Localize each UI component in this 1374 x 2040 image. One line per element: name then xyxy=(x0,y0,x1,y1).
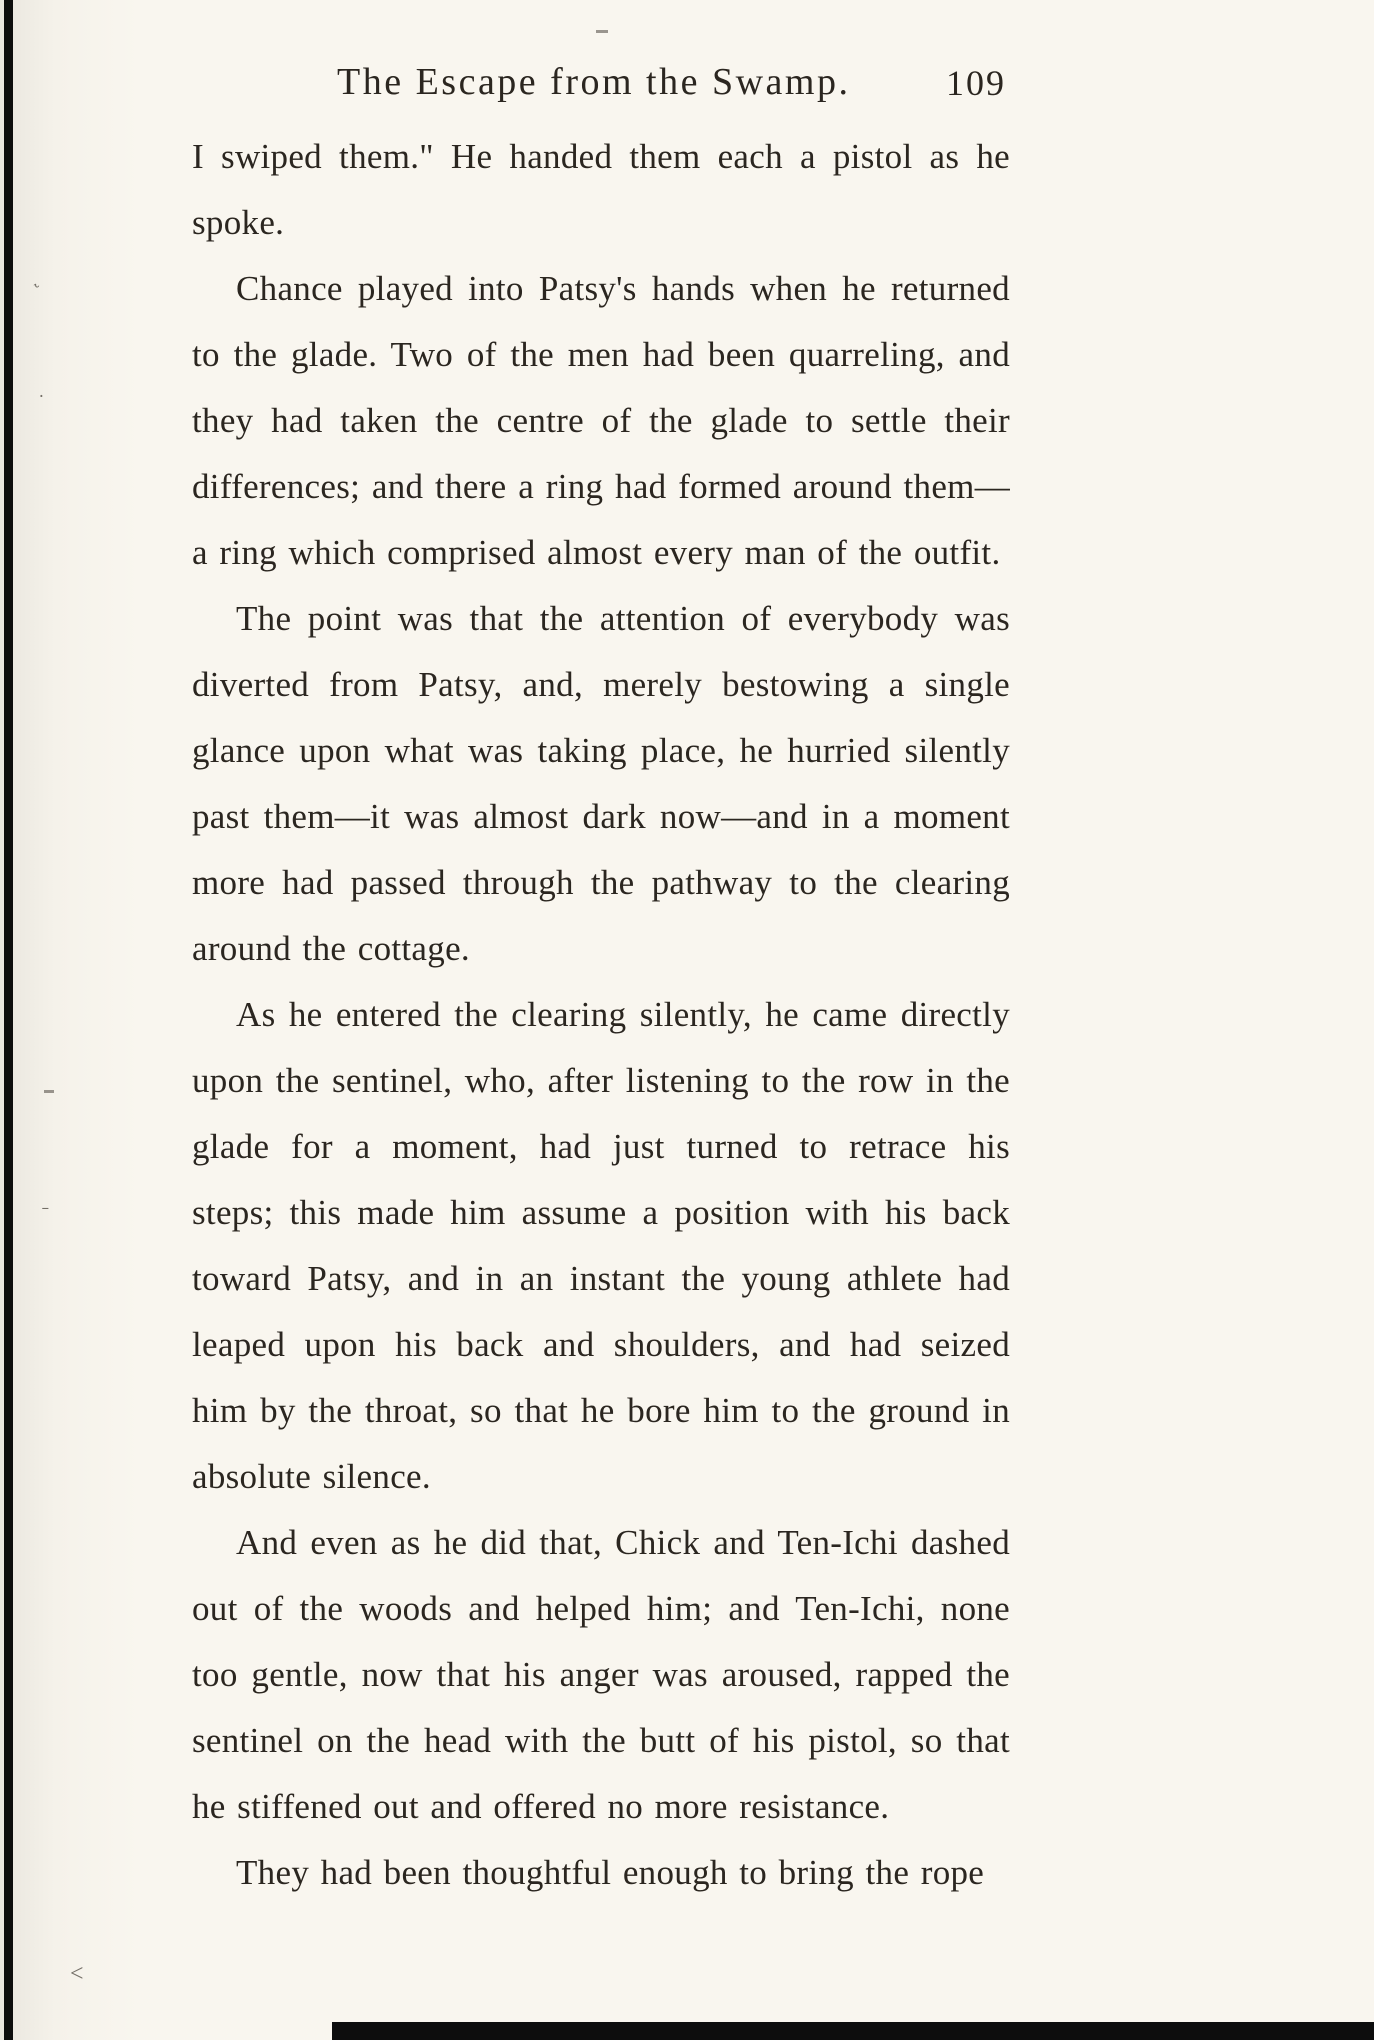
paragraph: Chance played into Patsy's hands when he returned to the glade. Two of the men had been quarreling, and they had taken the centre of the glade to settle their differences; and there a ring had formed around them—a ring which comprised almost every man of the outfit. xyxy=(192,269,1010,572)
paragraph: The point was that the attention of everybody was diverted from Patsy, and, merely bestowing a single glance upon what was taking place, he hurried silently past them—it was almost dark now—and in a moment more had passed through the pathway to the clearing around the cottage. xyxy=(192,599,1010,968)
page-number: 109 xyxy=(946,63,1006,103)
scan-artifact: ˞ xyxy=(34,275,41,297)
paragraph: And even as he did that, Chick and Ten-Ichi dashed out of the woods and helped him; and Ten-Ichi, none too gentle, now that his anger was aroused, rapped the sentinel on the head with the butt of his pistol, so that he stiffened out and offered no more resistance. xyxy=(192,1523,1010,1826)
scan-artifact xyxy=(44,1090,54,1093)
scan-artifact: < xyxy=(70,1961,84,1987)
scan-artifact xyxy=(596,30,608,33)
book-spine-edge xyxy=(4,0,13,2040)
page-body xyxy=(192,124,1010,1906)
paragraph: I swiped them." He handed them each a pistol as he spoke. xyxy=(192,137,1010,242)
scan-artifact: ˙ xyxy=(38,391,45,413)
page-header xyxy=(0,60,1374,116)
paragraph: As he entered the clearing silently, he came directly upon the sentinel, who, after listening to the row in the glade for a moment, had just turned to retrace his steps; this made him assume a position with his back toward Patsy, and in an instant the young athlete had leaped upon his back and shoulders, and had seized him by the throat, so that he bore him to the ground in absolute silence. xyxy=(192,995,1010,1496)
chapter-title: The Escape from the Swamp. xyxy=(337,61,851,103)
scan-edge-bottom xyxy=(332,2022,1374,2040)
paragraph: They had been thoughtful enough to bring the rope xyxy=(236,1853,985,1892)
scan-artifact: ˉ xyxy=(42,1203,49,1225)
